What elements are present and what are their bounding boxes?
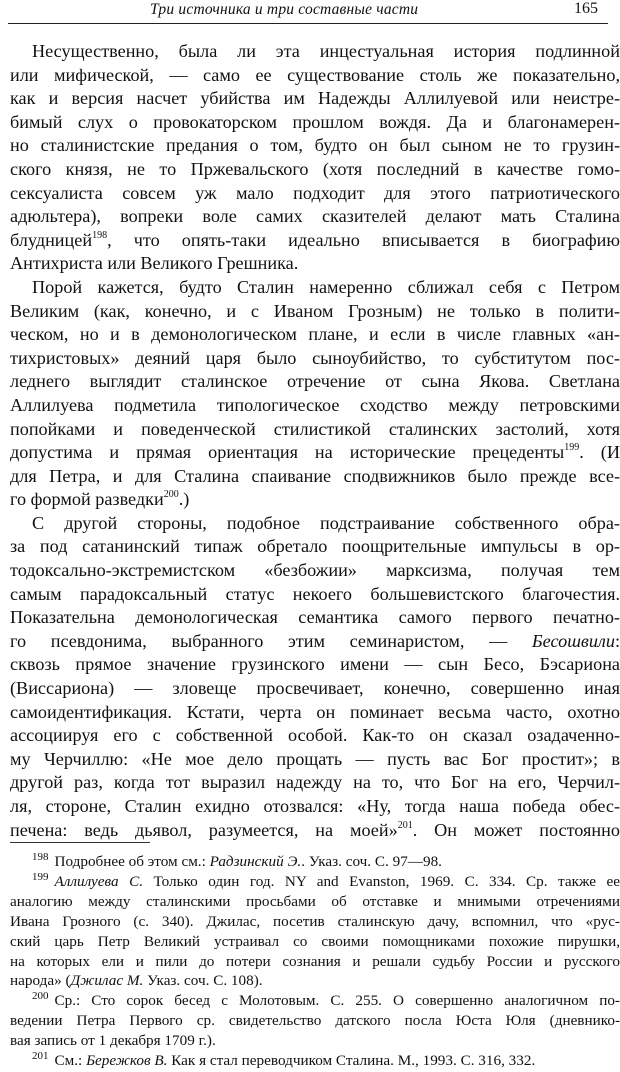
paragraph-3	[10, 512, 620, 842]
footnote-line	[10, 971, 620, 991]
text-line: Показательна демонологическая семантика самого первого печатно-	[10, 607, 620, 628]
text-fragment: .)	[178, 489, 190, 510]
text-fragment: го псевдонима, выбранного этим семинаристом, —	[10, 630, 532, 651]
text-line: тихристовых» деяний царя было сыноубийство, то субститутом пос-	[10, 347, 620, 368]
text-line: как и версия насчет убийства им Надежды Аллилуевой или неистре-	[10, 88, 620, 109]
text-fragment: См.:	[54, 1052, 87, 1070]
footnote-line	[10, 991, 620, 1011]
footnote-ref-198[interactable]: 198	[92, 229, 108, 241]
text-line	[10, 441, 620, 465]
text-line: ля, стороне, Сталин ехидно отозвался: «Ну, тогда наша победа обес-	[10, 796, 620, 816]
text-line	[10, 229, 620, 253]
footnote-number: 200	[32, 990, 49, 1003]
footnote-line: вая запись от 1 декабря 1709 г.).	[10, 1032, 216, 1050]
footnote-line: ведении Петра Первого ср. свидетельство датского посла Юста Юля (дневнико-	[10, 1012, 620, 1030]
text-line: (Виссариона) — зловеще просвечивает, конечно, совершенно иная	[10, 678, 620, 699]
text-fragment: Ср.: Сто сорок бесед с Молотовым. С. 255. О совершенно аналогичном по-	[54, 992, 620, 1010]
text-line: сквозь прямое значение грузинского имени — сын Бесо, Бэсариона	[10, 654, 620, 675]
footnote-198	[10, 852, 620, 872]
text-fragment: допустима и прямая ориентация на исторические прецеденты	[10, 442, 565, 463]
footnote-line: Ивана Грозного (с. 340). Джилас, посетив сталинскую дачу, вспомнил, что «рус-	[10, 912, 620, 930]
text-line: попойками и поведенческой стилистикой сталинских застолий, хотя	[10, 418, 620, 439]
text-fragment: блудницей	[10, 229, 93, 250]
text-line: или мифической, — само ее существование столь же показательно,	[10, 64, 620, 85]
text-fragment: печена: ведь дьявол, разумеется, на моей»	[10, 819, 398, 840]
page-number: 165	[574, 0, 598, 17]
footnote-author: Бережков В.	[86, 1052, 168, 1070]
text-line: леднего выглядит сталинское отречение от сына Якова. Светлана	[10, 371, 620, 392]
text-line: Аллилуева подметила типологическое сходство между петровскими	[10, 394, 620, 415]
text-line: Несущественно, была ли эта инцестуальная история подлинной	[32, 41, 620, 61]
running-title: Три источника и три составные части	[150, 1, 419, 18]
text-line	[10, 630, 620, 654]
footnote-number: 198	[32, 850, 49, 863]
text-line: тодоксально-экстремистском «безбожии» марксизма, получая тем	[10, 560, 620, 581]
footnote-rule	[10, 842, 150, 843]
text-line: Великим (как, конечно, и с Иваном Грозным) не только в полити-	[10, 300, 620, 321]
text-fragment: Как я стал переводчиком Сталина. М., 1993. С. 316, 332.	[167, 1052, 536, 1070]
footnote-line: аналогию между сталинскими просьбами об отставке и мнимыми отречениями	[10, 892, 620, 910]
footnotes	[10, 852, 620, 1071]
text-fragment: го формой разведки	[10, 489, 164, 510]
text-line: но сталинистские предания о том, будто он был сыном не то грузин-	[10, 135, 620, 156]
paragraph-2	[10, 276, 620, 512]
text-line	[10, 819, 620, 843]
text-line	[10, 488, 620, 512]
text-line: для Петра, и для Сталина спаивание сподвижников было прежде все-	[10, 465, 620, 486]
footnote-200	[10, 991, 620, 1051]
footnote-line	[10, 872, 620, 892]
text-line: ского князя, не то Пржевальского (хотя последний в качестве гомо-	[10, 158, 620, 179]
text-line: ческом, но и в демонологическом плане, и если в числе главных «ан-	[10, 324, 620, 345]
text-fragment: :	[614, 630, 620, 651]
footnote-ref-201[interactable]: 201	[397, 819, 413, 831]
footnote-author: Аллилуева С.	[54, 872, 144, 890]
footnote-line: ский царь Петр Великий устраивал со своими помощниками похожие пирушки,	[10, 932, 620, 950]
footnote-line	[10, 1051, 620, 1071]
text-fragment: Подробнее об этом см.:	[54, 853, 210, 870]
footnote-author: Джилас М.	[70, 972, 144, 990]
pseudonym: Бесошвили	[531, 630, 615, 651]
paragraph-1	[10, 40, 620, 276]
text-line: самым парадоксальный статус некоего большевистского благочестия.	[10, 583, 620, 604]
text-line: за под сатанинский типаж обретало поощрительные импульсы в ор-	[10, 536, 620, 557]
text-fragment: Указ. соч. С. 108).	[143, 972, 263, 990]
text-fragment: . Указ. соч. С. 97—98.	[301, 853, 442, 870]
text-line: адюльтера), вопреки воле самих сказителей делают мать Сталина	[10, 206, 620, 227]
footnote-201	[10, 1051, 620, 1071]
text-line: бимый слух о провокаторском прошлом вождя. Да и благонамерен-	[10, 111, 620, 132]
text-line: самоидентификация. Кстати, черта он поминает весьма часто, охотно	[10, 701, 620, 722]
footnote-number: 201	[32, 1050, 49, 1062]
footnote-ref-199[interactable]: 199	[564, 442, 580, 454]
text-line: другой раз, когда тот выразил надежду на то, что Бог на его, Черчил-	[10, 772, 620, 793]
main-text	[10, 40, 620, 842]
text-fragment: . (И	[579, 442, 620, 463]
text-fragment: , что опять-таки идеально вписывается в биографию	[107, 229, 620, 250]
text-fragment: Только один год. NY and Evanston, 1969. С. 334. Ср. также ее	[143, 872, 620, 890]
text-fragment: народа» (	[10, 972, 71, 990]
text-line: С другой стороны, подобное подстраивание собственного обра-	[32, 512, 620, 533]
footnote-line	[10, 852, 620, 872]
text-line: му Черчиллю: «Не мое дело прощать — пусть вас Бог простит»; в	[10, 748, 620, 769]
footnote-author: Радзинский Э.	[209, 853, 302, 870]
footnote-199	[10, 872, 620, 991]
text-line: Антихриста или Великого Грешника.	[10, 253, 299, 274]
text-line: ассоциируя его с собственной особой. Как-то он сказал озадаченно-	[10, 725, 620, 746]
footnote-ref-200[interactable]: 200	[163, 489, 179, 501]
header-rule	[8, 23, 608, 24]
text-line: сексуалиста совсем уж мало подходит для этого патриотического	[10, 182, 620, 203]
footnote-line: на которых ели и пили до потери сознания и решали судьбу России и русского	[10, 952, 620, 970]
footnote-number: 199	[32, 870, 49, 883]
text-fragment: . Он может постоянно	[412, 819, 620, 840]
running-header	[0, 0, 620, 30]
text-line: Порой кажется, будто Сталин намеренно сближал себя с Петром	[32, 276, 620, 297]
